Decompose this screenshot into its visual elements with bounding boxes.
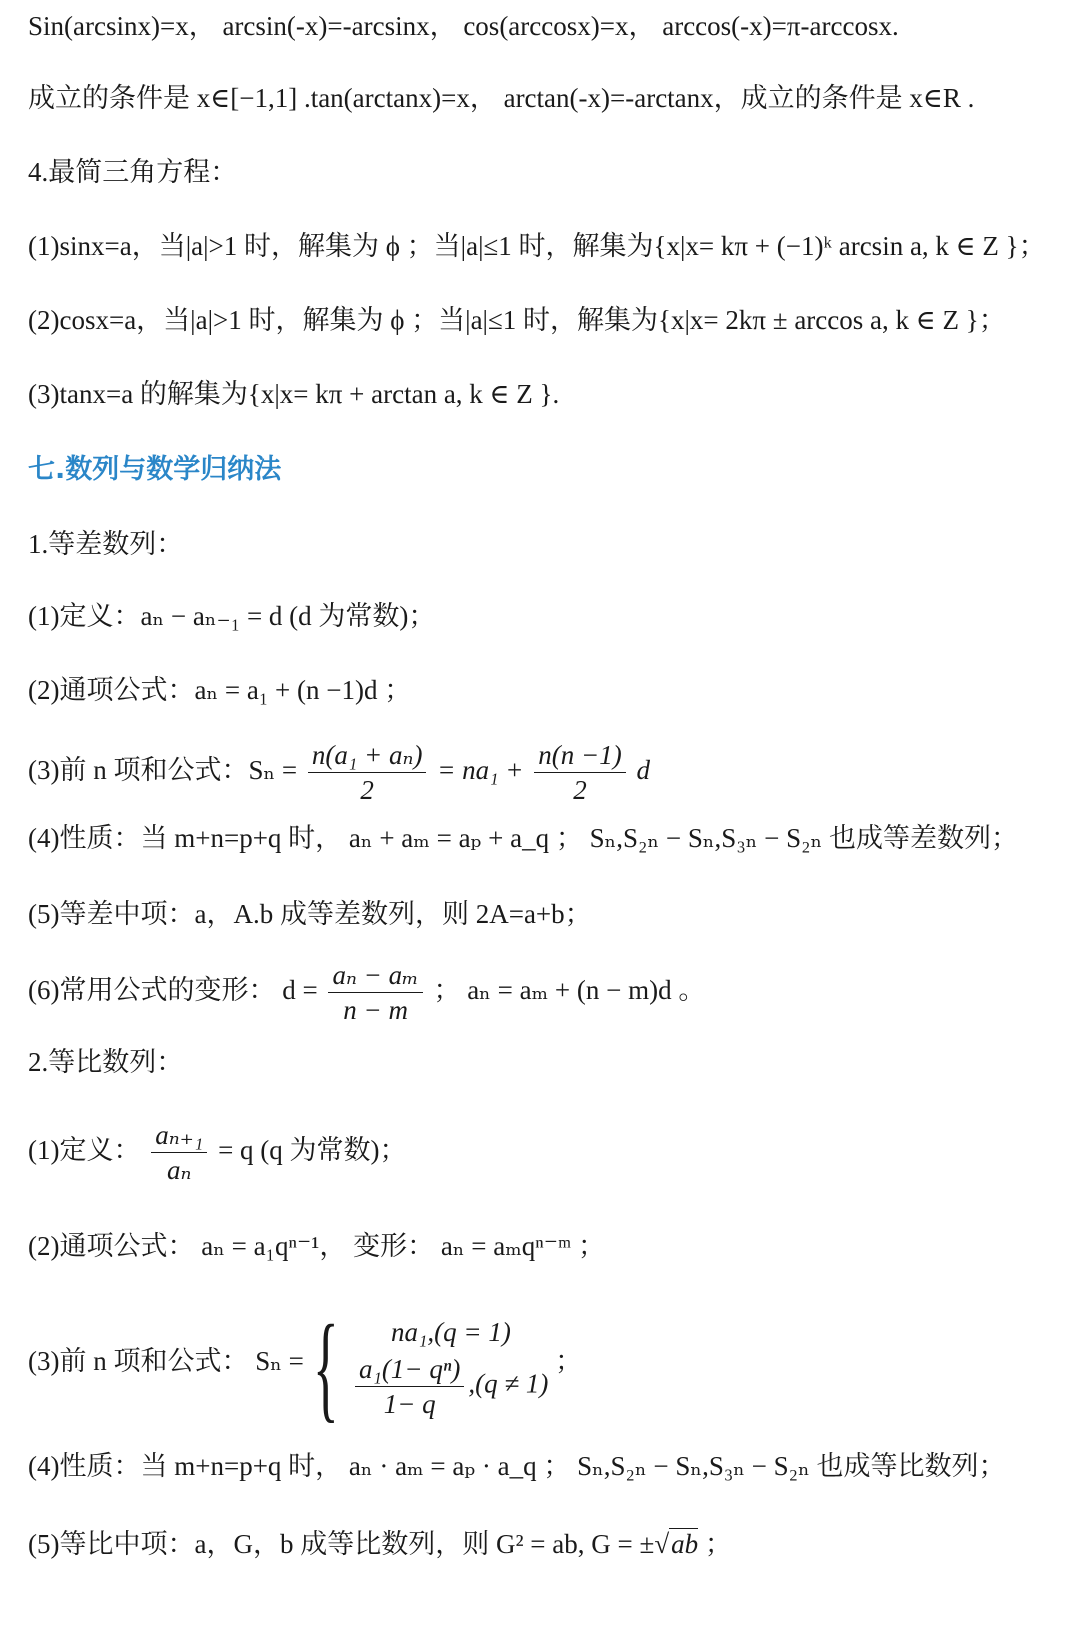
arithmetic-sum-suffix: d <box>636 755 650 785</box>
left-brace: { <box>312 1299 339 1433</box>
fraction-denominator: aₙ <box>167 1155 192 1186</box>
fraction-numerator: a₁(1− qⁿ) <box>355 1352 464 1387</box>
sqrt-symbol: √ <box>654 1529 670 1559</box>
geometric-mean-prefix: (5)等比中项：a，G，b 成等比数列，则 G² = ab, G = ± <box>28 1529 655 1559</box>
arithmetic-sequence-title: 1.等差数列： <box>28 529 184 559</box>
fraction-denominator: 1− q <box>383 1389 436 1420</box>
arithmetic-definition-line: (1)定义：aₙ − aₙ₋₁ = d (d 为常数)； <box>28 601 436 631</box>
arithmetic-properties-line: (4)性质：当 m+n=p+q 时， aₙ + aₘ = aₚ + a_q ； Sₙ,S₂ₙ − Sₙ,S₃ₙ − S₂ₙ 也成等差数列； <box>28 823 1018 853</box>
variants-prefix: (6)常用公式的变形： d = <box>28 975 318 1005</box>
arithmetic-sum-middle: = na₁ + <box>437 755 524 785</box>
geometric-definition-line <box>28 1110 1060 1190</box>
geometric-sequence-title: 2.等比数列： <box>28 1047 184 1077</box>
fraction-numerator: aₙ₊₁ <box>151 1118 207 1153</box>
arithmetic-sum-fraction-2 <box>534 738 625 807</box>
geometric-sum-prefix: (3)前 n 项和公式： Sₙ = <box>28 1346 304 1376</box>
arithmetic-variants-line <box>28 950 1060 1030</box>
case-fraction <box>355 1352 464 1421</box>
inverse-trig-conditions-line: 成立的条件是 x∈[−1,1] .tan(arctanx)=x， arctan(-x)=-arctanx，成立的条件是 x∈R . <box>28 83 975 113</box>
variants-suffix: ； aₙ = aₘ + (n − m)d 。 <box>433 975 706 1005</box>
tan-equation-line: (3)tanx=a 的解集为{x|x= kπ + arctan a, k ∈ Z }. <box>28 379 560 409</box>
fraction-numerator: aₙ − aₘ <box>328 958 422 993</box>
case-condition: ,(q ≠ 1) <box>468 1368 549 1399</box>
geometric-mean-line <box>28 1524 1060 1564</box>
case-q-not-1 <box>351 1352 548 1421</box>
geometric-general-term-line: (2)通项公式： aₙ = a₁qⁿ⁻¹， 变形： aₙ = aₘqⁿ⁻ᵐ ； <box>28 1231 606 1261</box>
simplest-trig-equations-title: 4.最简三角方程： <box>28 157 238 187</box>
arithmetic-sum-formula-line <box>28 730 1060 810</box>
variants-fraction <box>328 958 422 1027</box>
fraction-numerator: n(a₁ + aₙ) <box>308 738 427 773</box>
piecewise-definition <box>311 1299 549 1433</box>
geometric-definition-prefix: (1)定义： <box>28 1135 141 1165</box>
geometric-sum-formula-line <box>28 1296 1060 1433</box>
geometric-definition-fraction <box>151 1118 207 1187</box>
arithmetic-sum-prefix: (3)前 n 项和公式：Sₙ = <box>28 755 298 785</box>
section-heading-sequences: 七.数列与数学归纳法 <box>28 454 282 485</box>
geometric-definition-suffix: = q (q 为常数)； <box>218 1135 407 1165</box>
geometric-mean-suffix: ； <box>698 1529 732 1559</box>
cos-equation-line: (2)cosx=a，当|a|>1 时，解集为 ϕ ；当|a|≤1 时，解集为{x|x= 2kπ ± arccos a, k ∈ Z }； <box>28 305 1006 335</box>
fraction-denominator: n − m <box>343 995 408 1026</box>
sin-equation-line: (1)sinx=a，当|a|>1 时，解集为 ϕ ；当|a|≤1 时，解集为{x|x= kπ + (−1)ᵏ arcsin a, k ∈ Z }； <box>28 231 1046 261</box>
geometric-sum-suffix: ； <box>555 1346 583 1376</box>
piecewise-cases <box>351 1312 548 1421</box>
fraction-denominator: 2 <box>573 775 587 806</box>
arithmetic-mean-line: (5)等差中项：a，A.b 成等差数列，则 2A=a+b； <box>28 899 592 929</box>
arithmetic-sum-fraction-1 <box>308 738 427 807</box>
fraction-numerator: n(n −1) <box>534 738 625 773</box>
fraction-denominator: 2 <box>360 775 374 806</box>
arithmetic-general-term-line: (2)通项公式：aₙ = a₁ + (n −1)d ； <box>28 675 412 705</box>
case-q-equals-1: na₁,(q = 1) <box>391 1317 511 1348</box>
sqrt-radicand: ab <box>671 1529 699 1559</box>
inverse-trig-identities-line: Sin(arcsinx)=x， arcsin(-x)=-arcsinx， cos(arccosx)=x， arccos(-x)=π-arccosx. <box>28 11 899 41</box>
geometric-properties-line: (4)性质：当 m+n=p+q 时， aₙ · aₘ = aₚ · a_q ； Sₙ,S₂ₙ − Sₙ,S₃ₙ − S₂ₙ 也成等比数列； <box>28 1451 1006 1481</box>
